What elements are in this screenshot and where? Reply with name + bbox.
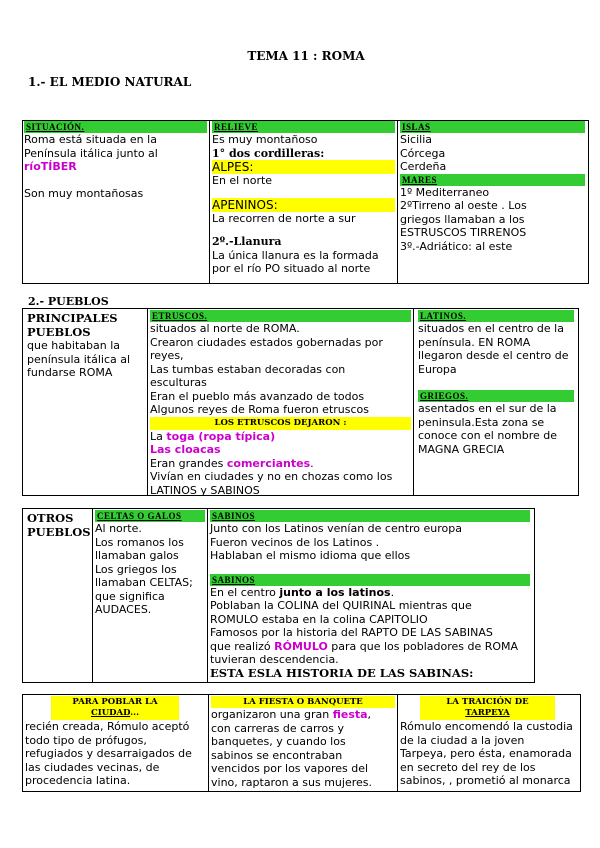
etruscos-line: Las tumbas estaban decoradas con <box>150 362 346 376</box>
otros-pueblos-cell <box>27 511 89 539</box>
fiesta-suffix: , <box>367 708 372 721</box>
latinos-cell <box>418 310 574 456</box>
celtas-line: Al norte. <box>95 522 142 535</box>
section1-heading: 1.- EL MEDIO NATURAL <box>28 75 192 89</box>
fiesta-line: sabinos se encontraban <box>211 748 343 762</box>
principales-label: PRINCIPALES <box>27 311 118 325</box>
fiesta-word: fiesta <box>332 708 368 721</box>
poblar-line: refugiados y desarraigados de <box>25 747 192 760</box>
llanura-line: La única llanura es la formada <box>212 248 379 262</box>
poblar-cell <box>25 696 206 788</box>
situacion-line: Roma está situada en la <box>24 133 157 146</box>
sabinos-line: Famosos por la historia del RAPTO DE LAS SABINAS <box>210 626 493 639</box>
traicion-line: sabinos, , prometió al monarca <box>400 774 571 787</box>
traicion-line: Tarpeya, pero ésta, enamorada <box>400 747 572 760</box>
poblar-header-line: PARA POBLAR LA <box>72 697 158 707</box>
comerciantes-prefix: Eran grandes <box>150 456 227 470</box>
historia-sabinas: ESTA ESLA HISTORIA DE LAS SABINAS: <box>210 665 474 680</box>
traicion-cell <box>400 696 577 788</box>
romulo-prefix: que realizó <box>210 639 275 653</box>
celtas-line: Los griegos los <box>95 562 177 576</box>
section2-heading: 2.- PUEBLOS <box>28 295 109 308</box>
fiesta-header: LA FIESTA O BANQUETE <box>211 696 395 708</box>
centro-suffix: . <box>390 585 395 599</box>
romulo-name: RÓMULO <box>274 639 328 653</box>
isla-item: Sicilia <box>400 133 432 146</box>
alpes-desc: En el norte <box>212 174 273 187</box>
centro-prefix: En el centro <box>210 585 280 599</box>
llanura-label: 2º.-Llanura <box>212 235 282 248</box>
etruscos-line: situados al norte de ROMA. <box>150 322 300 335</box>
traicion-line: en secreto del rey de los <box>400 760 536 774</box>
apeninos-label: APENINOS: <box>212 198 395 212</box>
sabinos-line: ROMULO estaba en la colina CAPITOLIO <box>210 612 428 626</box>
traicion-line: Rómulo encomendó la custodia <box>400 720 573 733</box>
cordilleras-label: 1° dos cordilleras: <box>212 146 325 160</box>
principales-line: que habitaban la <box>27 339 121 352</box>
fiesta-line <box>211 708 395 722</box>
vivian-line: LATINOS y SABINOS <box>150 483 260 497</box>
celtas-header: CELTAS O GALOS <box>95 510 205 522</box>
tarpeya-label: TARPEYA <box>465 708 510 718</box>
pueblos-label: PUEBLOS <box>27 325 91 339</box>
relieve-cell <box>212 121 395 276</box>
sabinos-header-2: SABINOS <box>210 574 530 586</box>
griegos-line: conoce con el nombre de <box>418 429 558 442</box>
toga-text: toga (ropa típica) <box>166 429 276 443</box>
rio-prefix: río <box>24 160 41 173</box>
celtas-line: AUDACES. <box>95 603 152 616</box>
pueblos-label: PUEBLOS <box>27 525 91 539</box>
situacion-line: Son muy montañosas <box>24 186 144 200</box>
latinos-line: península. EN ROMA <box>418 335 531 349</box>
principales-line: fundarse ROMA <box>27 366 113 379</box>
relieve-line: Es muy montañoso <box>212 133 318 146</box>
celtas-cell <box>95 510 205 617</box>
cloacas-text: Las cloacas <box>150 443 221 456</box>
traicion-line: de la ciudad a la joven <box>400 733 525 747</box>
mares-header: MARES <box>400 174 585 186</box>
fiesta-line: vencidos por los vapores del <box>211 762 369 775</box>
comerciantes-text: comerciantes <box>226 456 311 470</box>
traicion-header <box>420 696 555 720</box>
griegos-line: asentados en el sur de la <box>418 402 557 415</box>
sabinos-centro-line <box>210 586 530 600</box>
comerciantes-suffix: . <box>310 456 314 470</box>
mares-line: 1º Mediterraneo <box>400 185 490 199</box>
isla-item: Córcega <box>400 146 446 160</box>
poblar-line: procedencia latina. <box>25 774 131 787</box>
etruscos-cell <box>150 310 411 497</box>
principales-line: península itálica al <box>27 352 131 366</box>
mares-line: 2ºTirreno al oeste . Los <box>400 199 527 212</box>
tiber-river: TÍBER <box>40 160 77 173</box>
situacion-cell <box>24 121 207 200</box>
latinos-header: LATINOS. <box>418 310 574 322</box>
romulo-line <box>210 640 530 654</box>
mares-line: ESTRUSCOS TIRRENOS <box>400 226 527 239</box>
etruscos-line: reyes, <box>150 349 184 362</box>
poblar-line: todo tipo de prófugos, <box>25 733 147 747</box>
etruscos-line: Algunos reyes de Roma fueron etruscos <box>150 403 370 416</box>
fiesta-line: vino, raptaron a sus mujeres. <box>211 775 372 789</box>
sabinos-cell <box>210 510 530 680</box>
latinos-line: llegaron desde el centro de <box>418 349 569 362</box>
mares-line: griegos llamaban a los <box>400 212 525 226</box>
centro-bold: junto a los latinos <box>279 585 391 599</box>
islas-header: ISLAS <box>400 121 585 133</box>
vivian-line: Vivían en ciudades y no en chozas como los <box>150 470 393 483</box>
griegos-line: peninsula.Esta zona se <box>418 415 545 429</box>
isla-item: Cerdeña <box>400 160 447 173</box>
latinos-line: Europa <box>418 362 457 376</box>
comerciantes-line <box>150 457 411 471</box>
latinos-line: situados en el centro de la <box>418 322 564 335</box>
griegos-line: MAGNA GRECIA <box>418 442 505 456</box>
ciudad-label: CIUDAD <box>90 708 131 718</box>
sabinos-line: Fueron vecinos de los Latinos . <box>210 535 380 549</box>
poblar-line: las ciudades vecinas, de <box>25 760 160 774</box>
fiesta-cell <box>211 696 395 789</box>
poblar-header <box>51 696 179 720</box>
celtas-line: llamaban galos <box>95 549 179 562</box>
celtas-line: Los romanos los <box>95 535 184 549</box>
toga-prefix: La <box>150 429 167 443</box>
sabinos-line: Junto con los Latinos venían de centro europa <box>210 522 462 535</box>
sabinos-line: Hablaban el mismo idioma que ellos <box>210 549 411 562</box>
ciudad-dots: ... <box>130 708 140 718</box>
sabinos-line: tuvieran descendencia. <box>210 653 339 666</box>
apeninos-desc: La recorren de norte a sur <box>212 211 356 225</box>
poblar-line: recién creada, Rómulo aceptó <box>25 720 190 733</box>
relieve-header: RELIEVE <box>212 121 395 133</box>
celtas-line: que significa <box>95 589 165 603</box>
llanura-line: por el río PO situado al norte <box>212 262 371 275</box>
etruscos-line: Crearon ciudades estados gobernadas por <box>150 335 383 349</box>
situacion-river-line <box>24 160 207 174</box>
sabinos-header: SABINOS <box>210 510 530 522</box>
fiesta-line: banquetes, y cuando los <box>211 735 346 748</box>
fiesta-prefix: organizaron una gran <box>211 708 333 721</box>
toga-line <box>150 430 411 444</box>
etruscos-line: Eran el pueblo más avanzado de todos <box>150 389 365 403</box>
traicion-header-line: LA TRAICIÓN DE <box>446 697 529 707</box>
alpes-label: ALPES: <box>212 160 395 174</box>
etruscos-line: esculturas <box>150 376 207 389</box>
etruscos-header: ETRUSCOS. <box>150 310 411 322</box>
etruscos-dejaron-header: LOS ETRUSCOS DEJARON : <box>150 417 411 430</box>
celtas-line: llamaban CELTAS; <box>95 576 193 589</box>
principales-cell <box>27 311 145 380</box>
mares-line: 3º.-Adriático: al este <box>400 239 513 253</box>
fiesta-line: con carreras de carros y <box>211 721 345 735</box>
poblar-header-line <box>51 708 179 719</box>
situacion-line: Península itálica junto al <box>24 146 158 160</box>
otros-label: OTROS <box>27 511 74 525</box>
sabinos-line: Poblaban la COLINA del QUIRINAL mientras que <box>210 599 472 612</box>
page-title: TEMA 11 : ROMA <box>247 49 365 63</box>
romulo-suffix: para que los pobladores de ROMA <box>327 639 519 653</box>
griegos-header: GRIEGOS. <box>418 390 574 402</box>
situacion-header: SITUACIÓN. <box>24 121 207 133</box>
islas-cell <box>400 121 585 253</box>
